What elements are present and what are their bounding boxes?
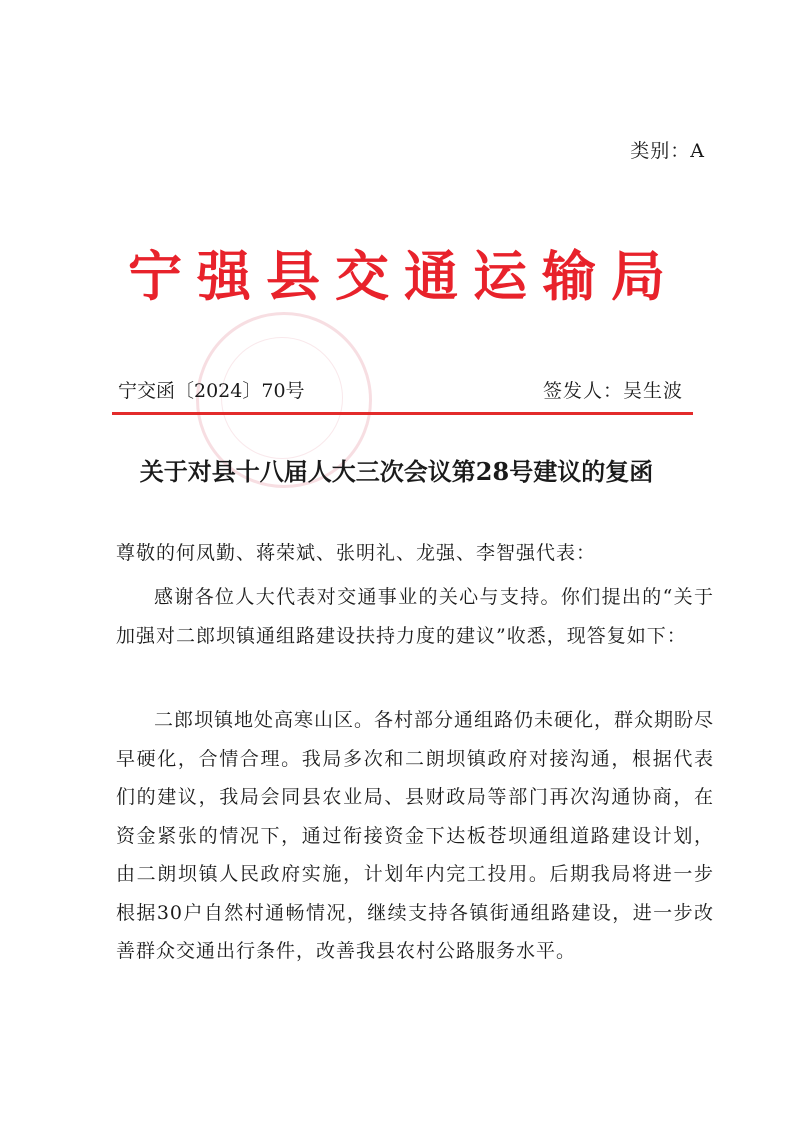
- salutation: 尊敬的何凤勤、蒋荣斌、张明礼、龙强、李智强代表：: [116, 542, 597, 564]
- agency-name-header: 宁强县交通运输局: [128, 245, 680, 308]
- body-paragraph: 二郎坝镇地处高寒山区。各村部分通组路仍未硬化，群众期盼尽早硬化，合情合理。我局多次和二朗坝镇政府对接沟通，根据代表们的建议，我局会同县农业局、县财政局等部门再次沟通协商，在资金紧张的情况下，通过衔接资金下达板苍坝通组道路建设计划，由二朗坝镇人民政府实施，计划年内完工投用。后期我局将进一步根据30户自然村通畅情况，继续支持各镇街通组路建设，进一步改善群众交通出行条件，改善我县农村公路服务水平。: [116, 709, 715, 962]
- document-title: 关于对县十八届人大三次会议第28号建议的复函: [139, 457, 654, 486]
- category-label: 类别：A: [630, 140, 705, 162]
- body-paragraph: 感谢各位人大代表对交通事业的关心与支持。你们提出的“关于加强对二郎坝镇通组路建设扶持力度的建议”收悉，现答复如下：: [116, 586, 714, 647]
- red-divider-line: [112, 412, 693, 415]
- document-number: 宁交函〔2024〕70号: [118, 380, 305, 402]
- signer: 签发人：吴生波: [542, 380, 683, 402]
- reference-row: [118, 376, 683, 403]
